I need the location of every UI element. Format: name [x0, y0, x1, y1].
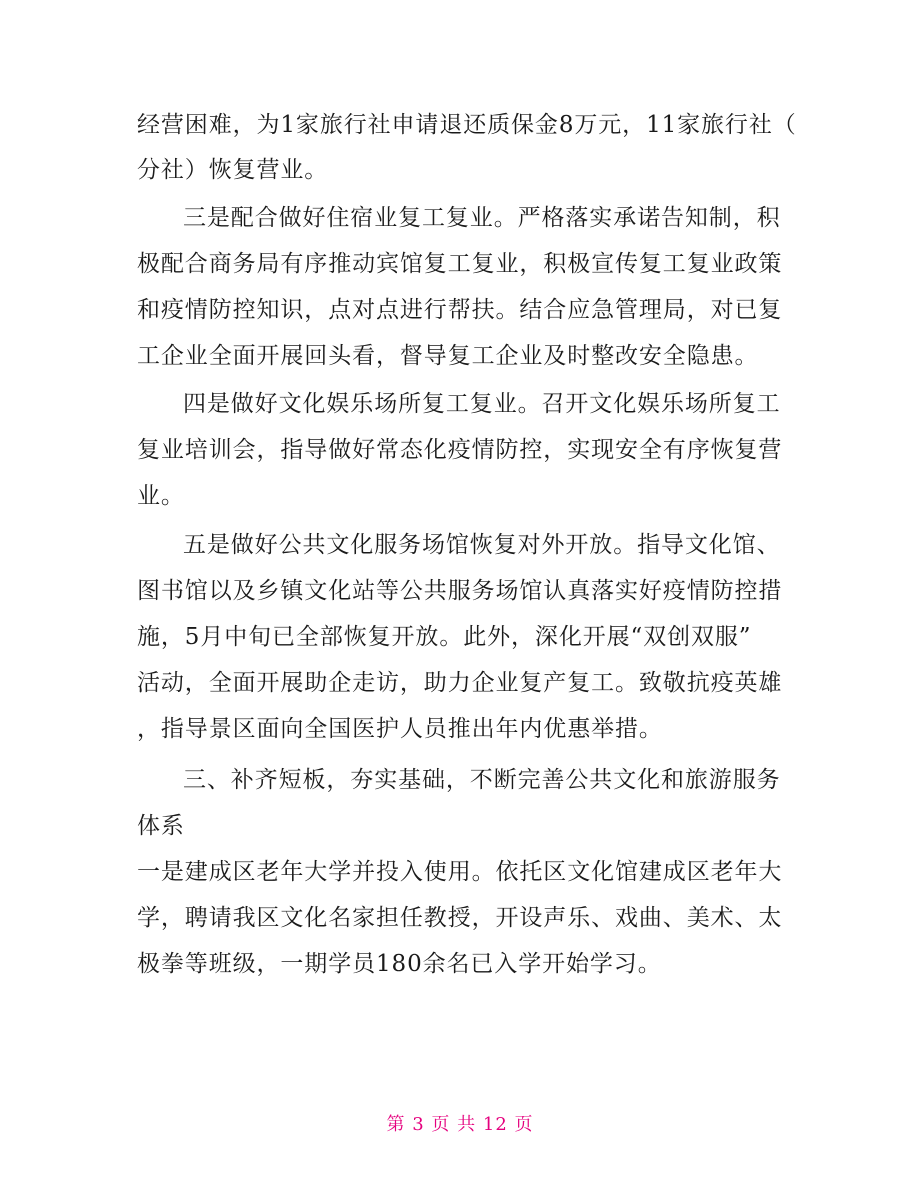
text-line: 经营困难，为1家旅行社申请退还质保金8万元，11家旅行社（ [137, 112, 797, 138]
paragraph-start-line: 三是配合做好住宿业复工复业。严格落实承诺告知制，积 [183, 205, 781, 231]
text-line: 工企业全面开展回头看，督导复工企业及时整改安全隐患。 [137, 343, 759, 369]
text-line: 学，聘请我区文化名家担任教授，开设声乐、戏曲、美术、太 [137, 905, 783, 931]
text-line: 施，5月中旬已全部恢复开放。此外，深化开展“双创双服” [137, 624, 752, 650]
text-line: 极拳等班级，一期学员180余名已入学开始学习。 [137, 951, 662, 977]
text-line: 和疫情防控知识，点对点进行帮扶。结合应急管理局，对已复 [137, 297, 783, 323]
footer-page-number: 3 [412, 1114, 425, 1135]
text-line: 一是建成区老年大学并投入使用。依托区文化馆建成区老年大 [137, 859, 783, 885]
text-line: 极配合商务局有序推动宾馆复工复业，积极宣传复工复业政策 [137, 251, 783, 277]
text-line: ，指导景区面向全国医护人员推出年内优惠举措。 [137, 716, 663, 742]
section-heading-line: 体系 [137, 813, 185, 839]
footer-mid: 页 共 [431, 1114, 477, 1135]
text-line: 复业培训会，指导做好常态化疫情防控，实现安全有序恢复营 [137, 437, 783, 463]
text-line: 活动，全面开展助企走访，助力企业复产复工。致敬抗疫英雄 [137, 670, 783, 696]
footer-total-pages: 12 [482, 1114, 508, 1135]
paragraph-start-line: 四是做好文化娱乐场所复工复业。召开文化娱乐场所复工 [183, 391, 781, 417]
section-heading-line: 三、补齐短板，夯实基础，不断完善公共文化和旅游服务 [183, 767, 781, 793]
text-line: 分社）恢复营业。 [137, 157, 329, 183]
text-line: 业。 [137, 483, 185, 509]
text-line: 图书馆以及乡镇文化站等公共服务场馆认真落实好疫情防控措 [137, 578, 783, 604]
page-footer [0, 1113, 920, 1137]
footer-prefix: 第 [386, 1114, 406, 1135]
footer-suffix: 页 [514, 1114, 534, 1135]
paragraph-start-line: 五是做好公共文化服务场馆恢复对外开放。指导文化馆、 [183, 532, 781, 558]
